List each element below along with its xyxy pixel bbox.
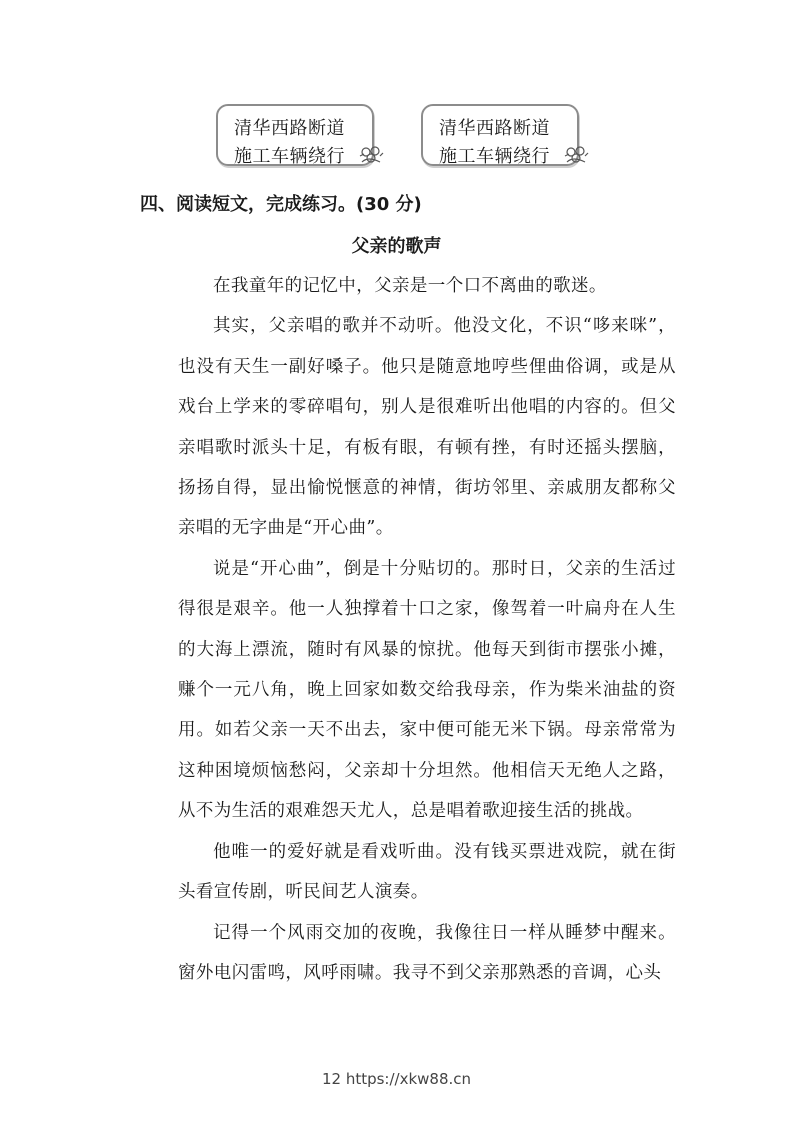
article-paragraph: 记得一个风雨交加的夜晚，我像往日一样从睡梦中醒来。窗外电闪雷鸣，风呼雨啸。我寻不到父亲那熟悉的音调，心头: [178, 922, 676, 983]
article-paragraph: 他唯一的爱好就是看戏听曲。没有钱买票进戏院，就在街头看宣传剧，听民间艺人演奏。: [178, 841, 676, 903]
sign-line-2: 施工车辆绕行: [439, 146, 550, 167]
page-footer: 12 https://xkw88.cn: [321, 1070, 472, 1088]
road-sign: [421, 104, 579, 166]
sign-line-2: 施工车辆绕行: [234, 146, 345, 167]
article-title: 父亲的歌声: [351, 236, 442, 257]
article-paragraph: 其实，父亲唱的歌并不动听。他没文化，不识“哆来咪”，也没有天生一副好嗓子。他只是随意地哼些俚曲俗调，或是从戏台上学来的零碎唱句，别人是很难听出他唱的内容的。但父亲唱歌时派头十足，有板有眼，有顿有挫，有时还摇头摆脑，扬扬自得，显出愉悦惬意的神情，街坊邻里、亲戚朋友都称父亲唱的无字曲是“开心曲”。: [178, 316, 676, 539]
road-signs: [0, 104, 793, 174]
article-paragraph: 在我童年的记忆中，父亲是一个口不离曲的歌迷。: [213, 276, 607, 296]
section-heading: 四、阅读短文，完成练习。(30 分): [140, 194, 422, 215]
road-sign: [216, 104, 374, 166]
sign-line-1: 清华西路断道: [234, 118, 345, 139]
article-body: [178, 266, 676, 993]
article-paragraph: 说是“开心曲”，倒是十分贴切的。那时日，父亲的生活过得很是艰辛。他一人独撑着十口之家，像驾着一叶扁舟在人生的大海上漂流，随时有风暴的惊扰。他每天到街市摆张小摊，赚个一元八角，晚上回家如数交给我母亲，作为柴米油盐的资用。如若父亲一天不出去，家中便可能无米下锅。母亲常常为这种困境烦恼愁闷，父亲却十分坦然。他相信天无绝人之路，从不为生活的艰难怨天尤人，总是唱着歌迎接生活的挑战。: [178, 558, 676, 822]
flower-icon: [563, 144, 589, 166]
flower-icon: [358, 144, 384, 166]
sign-line-1: 清华西路断道: [439, 118, 550, 139]
